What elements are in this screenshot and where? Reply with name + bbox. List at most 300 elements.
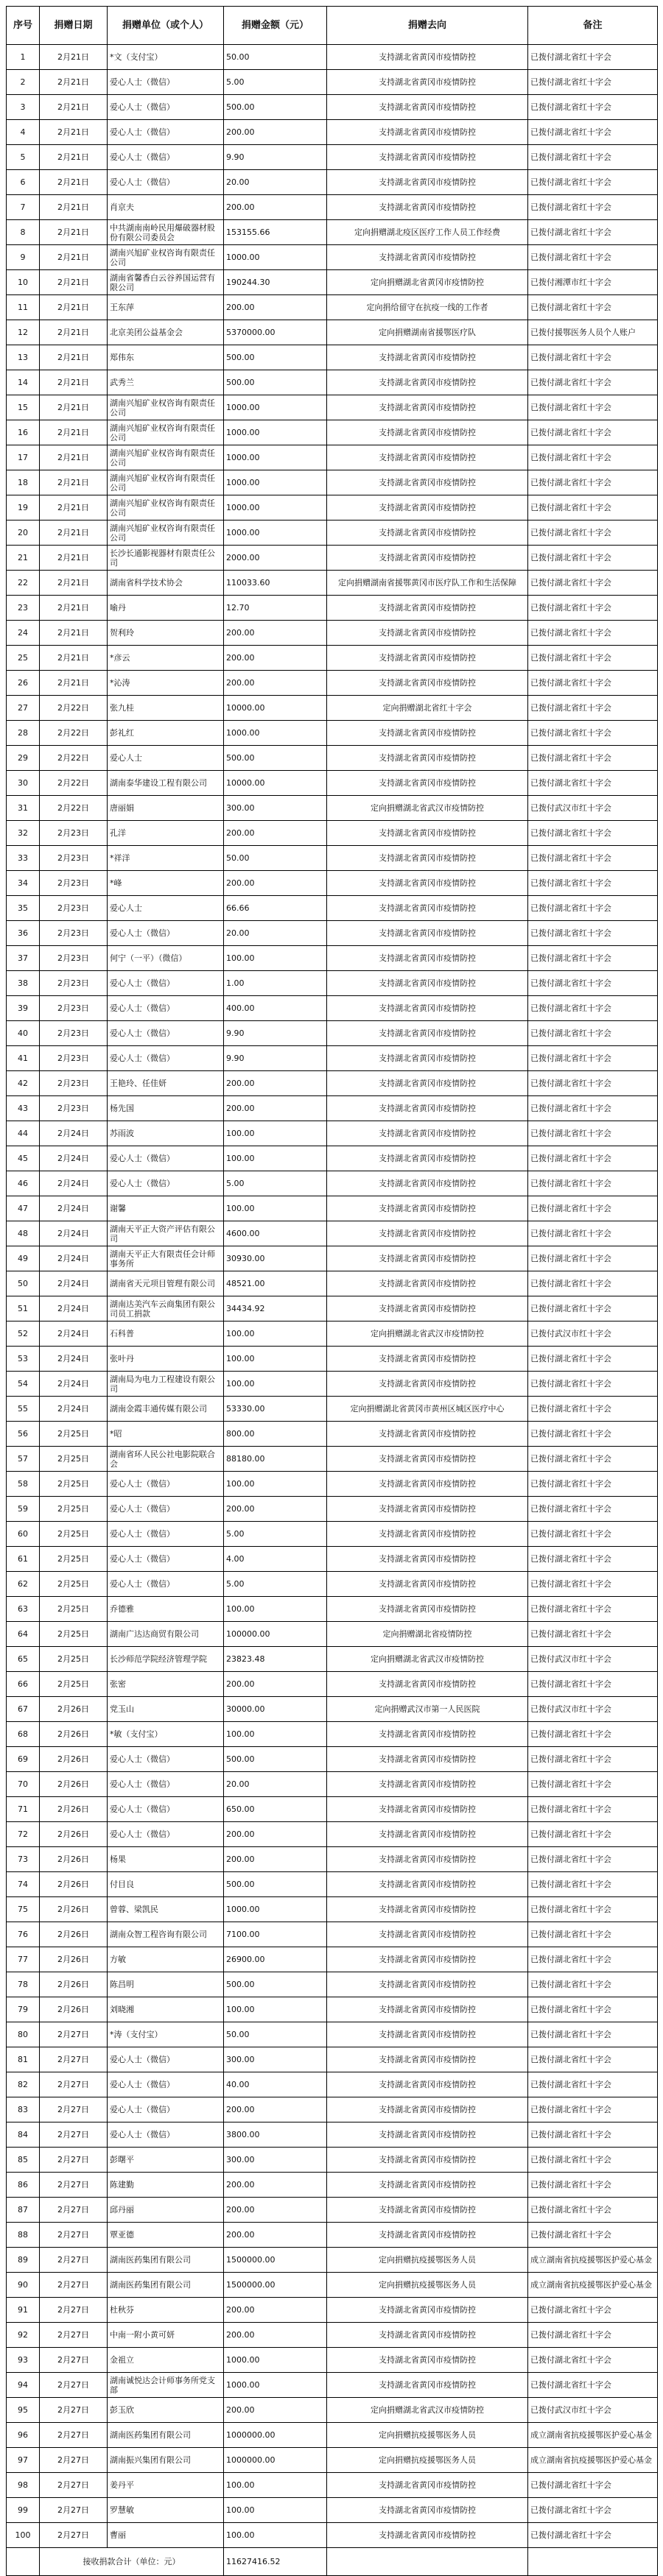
cell-amount: 500.00 <box>224 746 327 771</box>
cell-date: 2月23日 <box>40 821 108 846</box>
cell-no: 16 <box>7 420 40 445</box>
cell-no: 8 <box>7 220 40 245</box>
cell-note: 已拨付湖北省红十字会 <box>528 1922 658 1947</box>
cell-purpose: 定向捐赠抗疫援鄂医务人员 <box>327 2448 528 2473</box>
cell-donor: 爱心人士（微信） <box>108 1797 224 1822</box>
header-no: 序号 <box>7 7 40 45</box>
cell-note: 已拨付湖北省红十字会 <box>528 2223 658 2248</box>
cell-note: 已拨付湖北省红十字会 <box>528 1897 658 1922</box>
cell-amount: 400.00 <box>224 996 327 1021</box>
cell-amount: 1000.00 <box>224 245 327 270</box>
table-row <box>7 2022 658 2047</box>
table-row <box>7 395 658 420</box>
table-row <box>7 2498 658 2523</box>
cell-amount: 5.00 <box>224 1171 327 1196</box>
cell-donor: 爱心人士（微信） <box>108 1772 224 1797</box>
cell-no: 86 <box>7 2173 40 2198</box>
cell-date: 2月23日 <box>40 971 108 996</box>
cell-note: 已拨付湖北省红十字会 <box>528 1046 658 1071</box>
cell-date: 2月26日 <box>40 1922 108 1947</box>
cell-purpose: 支持湖北省黄冈市疫情防控 <box>327 1422 528 1447</box>
table-row <box>7 470 658 495</box>
cell-note: 已拨付湖北省红十字会 <box>528 1747 658 1772</box>
cell-no: 18 <box>7 470 40 495</box>
cell-amount: 100.00 <box>224 1722 327 1747</box>
cell-purpose: 支持湖北省黄冈市疫情防控 <box>327 1872 528 1897</box>
cell-donor: 王艳玲、任佳妍 <box>108 1071 224 1096</box>
cell-amount: 88180.00 <box>224 1447 327 1472</box>
cell-date: 2月27日 <box>40 2373 108 2398</box>
table-row <box>7 696 658 721</box>
cell-date: 2月27日 <box>40 2273 108 2298</box>
cell-donor: *涛（支付宝） <box>108 2022 224 2047</box>
cell-purpose: 支持湖北省黄冈市疫情防控 <box>327 1347 528 1372</box>
cell-no: 1 <box>7 45 40 70</box>
table-row <box>7 1697 658 1722</box>
cell-amount: 5.00 <box>224 70 327 95</box>
cell-purpose: 支持湖北省黄冈市疫情防控 <box>327 2298 528 2323</box>
cell-no: 35 <box>7 896 40 921</box>
cell-date: 2月23日 <box>40 921 108 946</box>
table-row <box>7 145 658 170</box>
cell-date: 2月23日 <box>40 1046 108 1071</box>
cell-purpose: 支持湖北省黄冈市疫情防控 <box>327 2173 528 2198</box>
cell-amount: 20.00 <box>224 921 327 946</box>
cell-amount: 1000.00 <box>224 445 327 470</box>
cell-no: 26 <box>7 671 40 696</box>
cell-donor: 唐丽娟 <box>108 796 224 821</box>
cell-date: 2月26日 <box>40 1947 108 1972</box>
cell-amount: 20.00 <box>224 1772 327 1797</box>
cell-donor: 湖南医药集团有限公司 <box>108 2273 224 2298</box>
cell-amount: 100.00 <box>224 1372 327 1397</box>
table-body <box>7 45 658 2548</box>
cell-amount: 34434.92 <box>224 1296 327 1321</box>
cell-amount: 200.00 <box>224 2173 327 2198</box>
cell-note: 已拨付湖北省红十字会 <box>528 1271 658 1296</box>
cell-no: 50 <box>7 1271 40 1296</box>
cell-date: 2月26日 <box>40 1847 108 1872</box>
cell-date: 2月21日 <box>40 470 108 495</box>
cell-date: 2月21日 <box>40 270 108 295</box>
table-row <box>7 896 658 921</box>
cell-purpose: 支持湖北省黄冈市疫情防控 <box>327 245 528 270</box>
cell-date: 2月21日 <box>40 170 108 195</box>
cell-amount: 1000.00 <box>224 495 327 521</box>
cell-date: 2月21日 <box>40 420 108 445</box>
cell-note: 已拨付武汉市红十字会 <box>528 2398 658 2423</box>
cell-purpose: 支持湖北省黄冈市疫情防控 <box>327 1146 528 1171</box>
cell-no: 33 <box>7 846 40 871</box>
cell-amount: 800.00 <box>224 1422 327 1447</box>
cell-note: 已拨付湖北省红十字会 <box>528 671 658 696</box>
cell-note: 已拨付湖北省红十字会 <box>528 470 658 495</box>
cell-purpose: 定向捐赠湖北省疫情防控 <box>327 1622 528 1647</box>
cell-amount: 2000.00 <box>224 546 327 571</box>
table-row <box>7 1847 658 1872</box>
cell-purpose: 支持湖北省黄冈市疫情防控 <box>327 2223 528 2248</box>
cell-purpose: 支持湖北省黄冈市疫情防控 <box>327 2498 528 2523</box>
cell-purpose: 定向捐赠湖北省武汉市疫情防控 <box>327 1321 528 1347</box>
cell-amount: 23823.48 <box>224 1647 327 1672</box>
cell-note: 已拨付湖北省红十字会 <box>528 621 658 646</box>
cell-note: 已拨付湖北省红十字会 <box>528 871 658 896</box>
cell-no: 65 <box>7 1647 40 1672</box>
cell-note: 已拨付湖北省红十字会 <box>528 2348 658 2373</box>
cell-date: 2月25日 <box>40 1447 108 1472</box>
cell-note: 已拨付湖北省红十字会 <box>528 996 658 1021</box>
cell-no: 53 <box>7 1347 40 1372</box>
header-note: 备注 <box>528 7 658 45</box>
table-row <box>7 1622 658 1647</box>
cell-donor: 曹丽 <box>108 2523 224 2548</box>
cell-date: 2月27日 <box>40 2398 108 2423</box>
cell-purpose: 支持湖北省黄冈市疫情防控 <box>327 1722 528 1747</box>
cell-note: 已拨付湖北省红十字会 <box>528 521 658 546</box>
cell-note: 已拨付湖北省红十字会 <box>528 1672 658 1697</box>
cell-amount: 110033.60 <box>224 571 327 596</box>
cell-note: 已拨付湖北省红十字会 <box>528 2097 658 2122</box>
cell-no: 99 <box>7 2498 40 2523</box>
table-row <box>7 1997 658 2022</box>
cell-date: 2月21日 <box>40 621 108 646</box>
cell-donor: 湖南金霞丰通传媒有限公司 <box>108 1397 224 1422</box>
cell-purpose: 支持湖北省黄冈市疫情防控 <box>327 1497 528 1522</box>
cell-donor: 爱心人士（微信） <box>108 1747 224 1772</box>
table-row <box>7 195 658 220</box>
cell-note: 已拨付湖北省红十字会 <box>528 95 658 120</box>
cell-note: 已拨付湖北省红十字会 <box>528 1221 658 1246</box>
cell-amount: 1500000.00 <box>224 2248 327 2273</box>
cell-date: 2月27日 <box>40 2423 108 2448</box>
cell-donor: 长沙师范学院经济管理学院 <box>108 1647 224 1672</box>
table-row <box>7 1647 658 1672</box>
cell-note: 已拨付湖北省红十字会 <box>528 1096 658 1121</box>
cell-amount: 200.00 <box>224 120 327 145</box>
cell-no: 79 <box>7 1997 40 2022</box>
cell-purpose: 支持湖北省黄冈市疫情防控 <box>327 495 528 521</box>
cell-amount: 4600.00 <box>224 1221 327 1246</box>
cell-no: 69 <box>7 1747 40 1772</box>
cell-no: 100 <box>7 2523 40 2548</box>
cell-note: 已拨付湖北省红十字会 <box>528 345 658 370</box>
table-row <box>7 1947 658 1972</box>
cell-purpose: 支持湖北省黄冈市疫情防控 <box>327 195 528 220</box>
cell-note: 已拨付湖北省红十字会 <box>528 1822 658 1847</box>
cell-date: 2月24日 <box>40 1296 108 1321</box>
table-row <box>7 1321 658 1347</box>
cell-purpose: 支持湖北省黄冈市疫情防控 <box>327 546 528 571</box>
cell-date: 2月26日 <box>40 1822 108 1847</box>
cell-donor: 爱心人士（微信） <box>108 2072 224 2097</box>
cell-date: 2月24日 <box>40 1196 108 1221</box>
table-row <box>7 1597 658 1622</box>
cell-donor: 湖南天平正大资产评估有限公司 <box>108 1221 224 1246</box>
cell-date: 2月21日 <box>40 145 108 170</box>
cell-no: 51 <box>7 1296 40 1321</box>
cell-amount: 3800.00 <box>224 2122 327 2148</box>
cell-amount: 100.00 <box>224 1196 327 1221</box>
cell-amount: 5.00 <box>224 1572 327 1597</box>
cell-note: 已拨付湖北省红十字会 <box>528 921 658 946</box>
cell-purpose: 支持湖北省黄冈市疫情防控 <box>327 1822 528 1847</box>
cell-no: 70 <box>7 1772 40 1797</box>
table-row <box>7 771 658 796</box>
cell-note: 已拨付湖北省红十字会 <box>528 1972 658 1997</box>
cell-note: 已拨付湖北省红十字会 <box>528 1246 658 1271</box>
table-row <box>7 445 658 470</box>
cell-note: 已拨付湖北省红十字会 <box>528 1547 658 1572</box>
cell-date: 2月27日 <box>40 2248 108 2273</box>
cell-purpose: 支持湖北省黄冈市疫情防控 <box>327 1046 528 1071</box>
cell-note: 已拨付湖北省红十字会 <box>528 495 658 521</box>
table-row <box>7 1196 658 1221</box>
table-row <box>7 320 658 345</box>
cell-purpose: 定向捐赠湖北省红十字会 <box>327 696 528 721</box>
cell-note: 已拨付湖北省红十字会 <box>528 195 658 220</box>
cell-no: 9 <box>7 245 40 270</box>
cell-date: 2月21日 <box>40 370 108 395</box>
cell-date: 2月23日 <box>40 1021 108 1046</box>
cell-no: 6 <box>7 170 40 195</box>
cell-donor: 爱心人士（微信） <box>108 1497 224 1522</box>
cell-amount: 5370000.00 <box>224 320 327 345</box>
cell-note: 已拨付湖北省红十字会 <box>528 2022 658 2047</box>
cell-purpose: 支持湖北省黄冈市疫情防控 <box>327 2198 528 2223</box>
cell-date: 2月27日 <box>40 2097 108 2122</box>
cell-donor: 彭曙平 <box>108 2148 224 2173</box>
cell-amount: 30000.00 <box>224 1697 327 1722</box>
cell-purpose: 支持湖北省黄冈市疫情防控 <box>327 370 528 395</box>
cell-amount: 5.00 <box>224 1522 327 1547</box>
cell-purpose: 支持湖北省黄冈市疫情防控 <box>327 596 528 621</box>
cell-date: 2月22日 <box>40 721 108 746</box>
cell-no: 29 <box>7 746 40 771</box>
cell-no: 38 <box>7 971 40 996</box>
cell-note: 已拨付武汉市红十字会 <box>528 1647 658 1672</box>
cell-date: 2月27日 <box>40 2498 108 2523</box>
cell-purpose: 定向捐赠湖北省武汉市疫情防控 <box>327 2398 528 2423</box>
table-row <box>7 1046 658 1071</box>
cell-no: 82 <box>7 2072 40 2097</box>
cell-amount: 9.90 <box>224 1021 327 1046</box>
cell-amount: 100.00 <box>224 1347 327 1372</box>
cell-amount: 1000.00 <box>224 1897 327 1922</box>
cell-donor: 陈建勤 <box>108 2173 224 2198</box>
cell-date: 2月27日 <box>40 2448 108 2473</box>
cell-donor: 郑伟东 <box>108 345 224 370</box>
cell-donor: 爱心人士（微信） <box>108 1547 224 1572</box>
table-row <box>7 1672 658 1697</box>
cell-no: 47 <box>7 1196 40 1221</box>
cell-donor: 姜丹平 <box>108 2473 224 2498</box>
cell-no: 55 <box>7 1397 40 1422</box>
table-row <box>7 1572 658 1597</box>
header-date: 捐赠日期 <box>40 7 108 45</box>
cell-purpose: 支持湖北省黄冈市疫情防控 <box>327 470 528 495</box>
cell-donor: 苏雨波 <box>108 1121 224 1146</box>
cell-date: 2月22日 <box>40 796 108 821</box>
cell-no: 20 <box>7 521 40 546</box>
cell-note: 已拨付湖北省红十字会 <box>528 45 658 70</box>
total-value: 11627416.52 <box>224 2548 327 2576</box>
cell-amount: 200.00 <box>224 671 327 696</box>
table-row <box>7 70 658 95</box>
cell-note: 已拨付湖北省红十字会 <box>528 245 658 270</box>
cell-donor: 彭玉欣 <box>108 2398 224 2423</box>
cell-date: 2月27日 <box>40 2047 108 2072</box>
cell-no: 64 <box>7 1622 40 1647</box>
cell-note: 已拨付湖北省红十字会 <box>528 1872 658 1897</box>
table-row <box>7 946 658 971</box>
cell-note: 已拨付湖北省红十字会 <box>528 571 658 596</box>
cell-donor: 彭礼红 <box>108 721 224 746</box>
cell-no: 48 <box>7 1221 40 1246</box>
table-row <box>7 420 658 445</box>
cell-date: 2月23日 <box>40 1071 108 1096</box>
cell-purpose: 支持湖北省黄冈市疫情防控 <box>327 420 528 445</box>
table-row <box>7 1246 658 1271</box>
cell-purpose: 支持湖北省黄冈市疫情防控 <box>327 2022 528 2047</box>
cell-donor: 湖南兴旭矿业权咨询有限责任公司 <box>108 445 224 470</box>
cell-note: 已拨付湖北省红十字会 <box>528 1797 658 1822</box>
cell-donor: *昭 <box>108 1422 224 1447</box>
cell-purpose: 支持湖北省黄冈市疫情防控 <box>327 946 528 971</box>
cell-no: 81 <box>7 2047 40 2072</box>
cell-date: 2月23日 <box>40 896 108 921</box>
cell-date: 2月25日 <box>40 1622 108 1647</box>
cell-no: 71 <box>7 1797 40 1822</box>
cell-donor: 湖南兴旭矿业权咨询有限责任公司 <box>108 245 224 270</box>
table-row <box>7 2398 658 2423</box>
cell-purpose: 支持湖北省黄冈市疫情防控 <box>327 2348 528 2373</box>
cell-no: 37 <box>7 946 40 971</box>
cell-date: 2月26日 <box>40 1797 108 1822</box>
cell-no: 63 <box>7 1597 40 1622</box>
cell-purpose: 支持湖北省黄冈市疫情防控 <box>327 1121 528 1146</box>
cell-donor: 乔德雅 <box>108 1597 224 1622</box>
cell-donor: 爱心人士（微信） <box>108 2122 224 2148</box>
table-row <box>7 370 658 395</box>
cell-donor: 爱心人士（微信） <box>108 120 224 145</box>
cell-amount: 100.00 <box>224 2473 327 2498</box>
cell-purpose: 支持湖北省黄冈市疫情防控 <box>327 1271 528 1296</box>
cell-donor: 爱心人士（微信） <box>108 921 224 946</box>
cell-no: 72 <box>7 1822 40 1847</box>
cell-purpose: 支持湖北省黄冈市疫情防控 <box>327 1522 528 1547</box>
cell-donor: 湖南省馨香白云谷养国运营有限公司 <box>108 270 224 295</box>
cell-date: 2月26日 <box>40 1772 108 1797</box>
cell-date: 2月23日 <box>40 946 108 971</box>
cell-amount: 200.00 <box>224 621 327 646</box>
cell-amount: 7100.00 <box>224 1922 327 1947</box>
cell-purpose: 支持湖北省黄冈市疫情防控 <box>327 971 528 996</box>
table-row <box>7 1872 658 1897</box>
cell-amount: 53330.00 <box>224 1397 327 1422</box>
cell-amount: 500.00 <box>224 345 327 370</box>
cell-amount: 1000000.00 <box>224 2423 327 2448</box>
cell-purpose: 支持湖北省黄冈市疫情防控 <box>327 445 528 470</box>
cell-date: 2月23日 <box>40 1096 108 1121</box>
cell-no: 90 <box>7 2273 40 2298</box>
cell-no: 56 <box>7 1422 40 1447</box>
cell-no: 13 <box>7 345 40 370</box>
cell-purpose: 支持湖北省黄冈市疫情防控 <box>327 170 528 195</box>
cell-amount: 1000.00 <box>224 420 327 445</box>
cell-no: 4 <box>7 120 40 145</box>
cell-date: 2月25日 <box>40 1597 108 1622</box>
table-row <box>7 2072 658 2097</box>
table-row <box>7 1071 658 1096</box>
cell-amount: 100.00 <box>224 1597 327 1622</box>
cell-donor: 爱心人士（微信） <box>108 70 224 95</box>
cell-note: 已拨付湖北省红十字会 <box>528 170 658 195</box>
cell-amount: 200.00 <box>224 1672 327 1697</box>
cell-purpose: 支持湖北省黄冈市疫情防控 <box>327 2373 528 2398</box>
cell-donor: 孔洋 <box>108 821 224 846</box>
cell-amount: 100000.00 <box>224 1622 327 1647</box>
cell-amount: 500.00 <box>224 1747 327 1772</box>
cell-note: 已拨付湖北省红十字会 <box>528 2072 658 2097</box>
cell-note: 已拨付湖北省红十字会 <box>528 721 658 746</box>
cell-donor: 喻丹 <box>108 596 224 621</box>
table-row <box>7 2148 658 2173</box>
cell-donor: 石科普 <box>108 1321 224 1347</box>
cell-no: 98 <box>7 2473 40 2498</box>
cell-purpose: 支持湖北省黄冈市疫情防控 <box>327 1071 528 1096</box>
cell-date: 2月24日 <box>40 1121 108 1146</box>
table-row <box>7 1822 658 1847</box>
cell-donor: 爱心人士（微信） <box>108 971 224 996</box>
cell-amount: 200.00 <box>224 1497 327 1522</box>
cell-no: 78 <box>7 1972 40 1997</box>
table-row <box>7 821 658 846</box>
cell-date: 2月26日 <box>40 1897 108 1922</box>
table-row <box>7 1372 658 1397</box>
cell-purpose: 定向捐赠抗疫援鄂医务人员 <box>327 2273 528 2298</box>
table-row <box>7 646 658 671</box>
cell-donor: *文（支付宝） <box>108 45 224 70</box>
cell-no: 39 <box>7 996 40 1021</box>
cell-donor: 张九桂 <box>108 696 224 721</box>
cell-note: 已拨付湘潭市红十字会 <box>528 270 658 295</box>
cell-no: 75 <box>7 1897 40 1922</box>
cell-donor: *祥洋 <box>108 846 224 871</box>
cell-no: 30 <box>7 771 40 796</box>
table-row <box>7 571 658 596</box>
cell-no: 45 <box>7 1146 40 1171</box>
cell-note: 已拨付湖北省红十字会 <box>528 1021 658 1046</box>
table-row <box>7 2198 658 2223</box>
cell-date: 2月26日 <box>40 1972 108 1997</box>
cell-purpose: 支持湖北省黄冈市疫情防控 <box>327 1547 528 1572</box>
table-row <box>7 1146 658 1171</box>
table-row <box>7 95 658 120</box>
cell-no: 91 <box>7 2298 40 2323</box>
cell-date: 2月25日 <box>40 1547 108 1572</box>
cell-donor: *彦云 <box>108 646 224 671</box>
cell-amount: 650.00 <box>224 1797 327 1822</box>
table-row <box>7 1747 658 1772</box>
cell-donor: 湖南省科学技术协会 <box>108 571 224 596</box>
cell-purpose: 支持湖北省黄冈市疫情防控 <box>327 846 528 871</box>
cell-purpose: 定向捐赠湖南省援鄂黄冈市医疗队工作和生活保障 <box>327 571 528 596</box>
cell-no: 89 <box>7 2248 40 2273</box>
cell-note: 已拨付湖北省红十字会 <box>528 1296 658 1321</box>
table-row <box>7 170 658 195</box>
cell-note: 已拨付湖北省红十字会 <box>528 220 658 245</box>
cell-amount: 10000.00 <box>224 771 327 796</box>
